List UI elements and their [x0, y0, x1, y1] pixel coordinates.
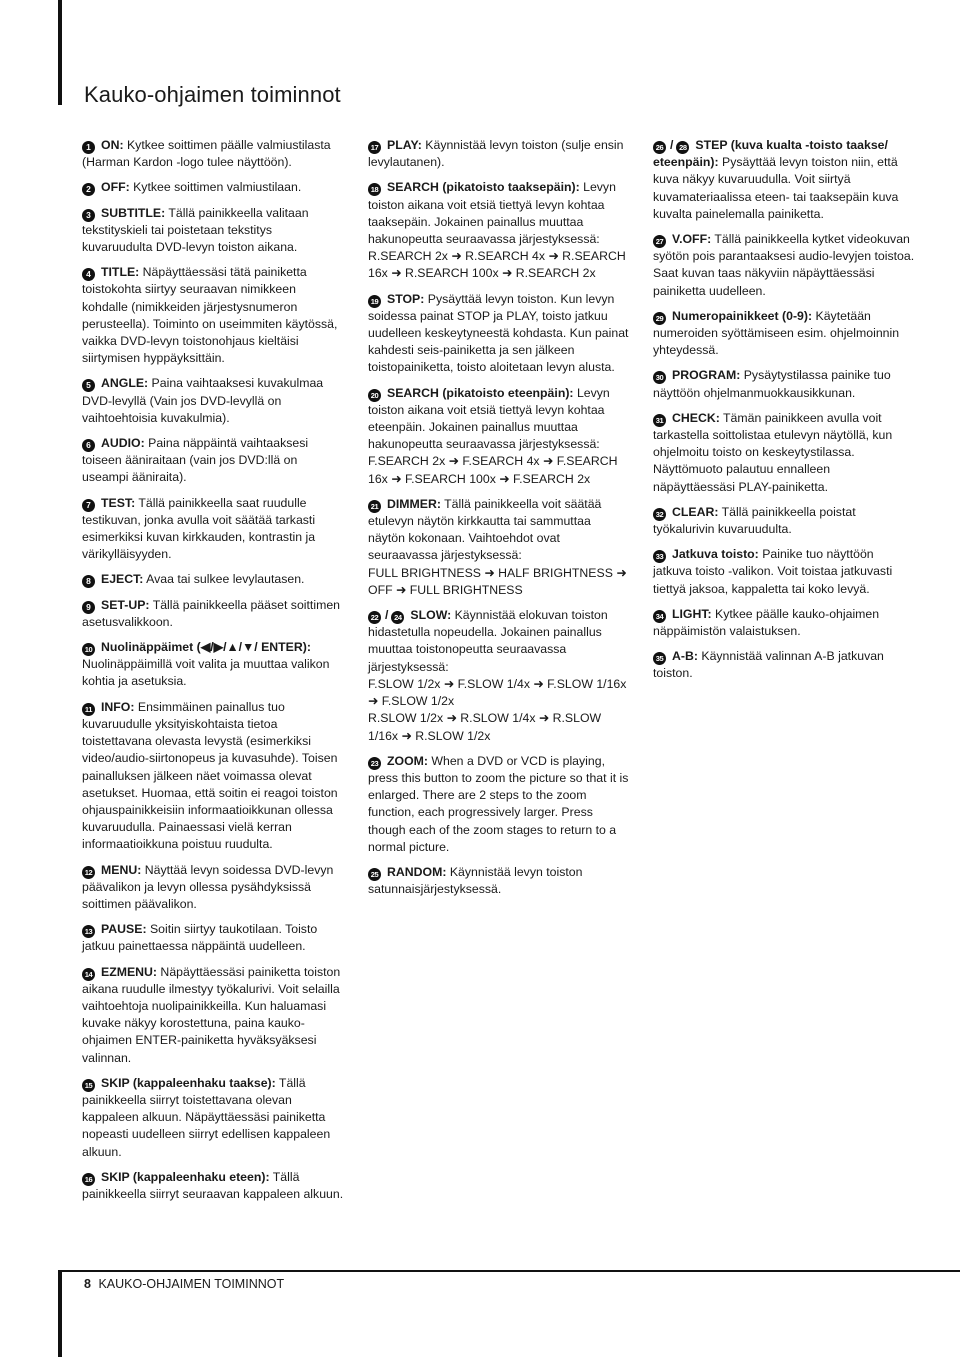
- item-number-badge: 27: [653, 235, 666, 248]
- item-description: Pysäytystilassa painike tuo näyttöön ohjelmanmuokkausikkunan.: [653, 368, 891, 400]
- item-number-badge: 33: [653, 550, 666, 563]
- item-label: SKIP (kappaleenhaku taakse):: [101, 1075, 276, 1090]
- control-entry: [82, 205, 344, 257]
- item-number-badge: 8: [82, 575, 95, 588]
- control-entry: [82, 1075, 344, 1161]
- item-label: Nuolinäppäimet (◀/▶/▲/▼/ ENTER):: [101, 640, 311, 655]
- item-description: Kytkee soittimen valmiustilaan.: [129, 180, 302, 195]
- item-number-badge: 17: [368, 141, 381, 154]
- item-label: SEARCH (pikatoisto eteenpäin):: [387, 385, 574, 400]
- item-number-badge: 29: [653, 312, 666, 325]
- control-entry: [82, 495, 344, 564]
- item-label: AUDIO:: [101, 436, 145, 451]
- item-label: MENU:: [101, 862, 142, 877]
- item-label: OFF:: [101, 180, 130, 195]
- item-number-badge: 16: [82, 1173, 95, 1186]
- item-description: Painike tuo näyttöön jatkuva toisto -valikon. Voit toistaa jatkuvasti tiettyä jaksoa, kappaletta tai koko levyä.: [653, 547, 893, 596]
- item-number-badge: 14: [82, 968, 95, 981]
- control-entry: [653, 137, 915, 223]
- item-number-badge: 26: [653, 141, 666, 154]
- item-number-badge: 11: [82, 703, 95, 716]
- column-2: [368, 137, 630, 906]
- item-label: ON:: [101, 138, 124, 152]
- item-number-badge: 9: [82, 601, 95, 614]
- item-description: Avaa tai sulkee levylautasen.: [143, 572, 305, 587]
- control-entry: [82, 597, 344, 631]
- item-label: SET-UP:: [101, 597, 150, 612]
- item-description: Näyttää levyn soidessa DVD-levyn päävalikon ja levyn ollessa pysähdyksissä soittimen päävalikon.: [82, 862, 334, 911]
- item-number-badge: 7: [82, 499, 95, 512]
- item-number-badge: 4: [82, 268, 95, 281]
- control-entry: [82, 137, 344, 171]
- item-number-badge: 15: [82, 1079, 95, 1092]
- item-description: Tällä painikkeella valitaan tekstityskieli tai poistetaan tekstitys kuvaruudulta DVD-levyn toiston aikana.: [82, 205, 309, 255]
- item-label: SEARCH (pikatoisto taaksepäin):: [387, 180, 580, 195]
- item-description: Tällä painikkeella siirryt toistettavana olevan kappaleen alkuun. Näpäyttäessäsi painiketta nopeasti uudelleen siirryt edellisen kappaleen alkuun.: [82, 1075, 331, 1159]
- control-entry: [653, 504, 915, 538]
- item-description: Tällä painikkeella poistat työkalurivin kuvaruudulta.: [653, 504, 856, 537]
- control-entry: [368, 137, 630, 171]
- item-number-badge: 31: [653, 414, 666, 427]
- item-description: Käynnistää elokuvan toiston hidastetulla nopeudella. Jokainen painallus muuttaa toistonopeutta seuraavassa järjestyksessä: F.SLOW 1/2x ➜ F.SLOW 1/4x ➜ F.SLOW 1/16x ➜ F.SLOW 1/2x R.SLOW 1/2x ➜ R.SLOW 1/4x ➜ R.SLOW 1/16x ➜ R.SLOW 1/2x: [368, 608, 627, 743]
- control-entry: [82, 375, 344, 427]
- top-vertical-rule: [58, 0, 62, 105]
- item-number-badge: 30: [653, 371, 666, 384]
- item-description: Kytkee päälle kauko-ohjaimen näppäimistön valaistuksen.: [653, 606, 880, 639]
- item-label: PAUSE:: [101, 922, 147, 937]
- control-entry: [82, 435, 344, 487]
- item-description: Näpäyttäessäsi painiketta toiston aikana ruudulle ilmestyy työkalurivi. Voit selailla vaihtoehtoja nuolipainikkeilla. Kun haluamasi kuvake näkyy korostettuna, paina kauko-ohjaimen ENTER-painiketta hyväksyäksesi valinnan.: [82, 964, 341, 1065]
- control-entry: [82, 179, 344, 196]
- item-number-badge: 24: [391, 611, 404, 624]
- item-description: Nuolinäppäimillä voit valita ja muuttaa valikon kohtia ja asetuksia.: [82, 657, 330, 689]
- footer-section-title: KAUKO-OHJAIMEN TOIMINNOT: [98, 1277, 285, 1291]
- item-description: Käytetään numeroiden syöttämiseen esim. ohjelmoinnin yhteydessä.: [653, 308, 900, 358]
- control-entry: [368, 864, 630, 898]
- item-description: Levyn toiston aikana voit etsiä tiettyä levyn kohtaa taaksepäin. Jokainen painallus muuttaa hakunopeutta seuraavassa järjestyksessä: R.SEARCH 2x ➜ R.SEARCH 4x ➜ R.SEARCH 16x ➜ R.SEARCH 100x ➜ R.SEARCH 2x: [368, 180, 626, 281]
- item-number-badge: 13: [82, 925, 95, 938]
- bottom-vertical-rule: [58, 1270, 62, 1357]
- item-label: PROGRAM:: [672, 368, 741, 383]
- item-description: Tällä painikkeella pääset soittimen asetusvalikkoon.: [82, 597, 340, 629]
- control-entry: [82, 862, 344, 914]
- item-label: EZMENU:: [101, 964, 158, 979]
- item-number-badge: 6: [82, 439, 95, 452]
- item-number-badge: 28: [676, 141, 689, 154]
- item-label: PLAY:: [387, 138, 422, 152]
- item-label: TEST:: [101, 495, 136, 510]
- item-number-badge: 19: [368, 295, 381, 308]
- item-description: Pysäyttää levyn toiston. Kun levyn soidessa painat STOP ja PLAY, toisto jatkuu uudelleen keskeytyneestä kohdasta. Kun painat kahdesti seis-painiketta ja sen jälkeen toistopainiketta, toisto aloitetaan levyn alusta.: [368, 291, 629, 375]
- item-label: Numeropainikkeet (0-9):: [672, 308, 813, 323]
- control-entry: [368, 607, 630, 745]
- item-label: CHECK:: [672, 410, 720, 425]
- badge-separator: /: [670, 138, 674, 152]
- control-entry: [82, 699, 344, 854]
- item-label: SUBTITLE:: [101, 205, 166, 220]
- item-description: Tällä painikkeella saat ruudulle testikuvan, jonka avulla voit säätää tarkasti esimerkiksi kuvan kirkkauden, kontrastin ja värikylläisyyden.: [82, 495, 316, 562]
- control-entry: [82, 921, 344, 955]
- item-label: V.OFF:: [672, 232, 712, 247]
- item-description: Paina näppäintä vaihtaaksesi toiseen ääniraitaan (vain jos DVD:llä on useampi ääniraita).: [82, 436, 309, 485]
- item-number-badge: 35: [653, 652, 666, 665]
- item-description: Kytkee soittimen päälle valmiustilasta (Harman Kardon -logo tulee näyttöön).: [82, 138, 331, 170]
- control-entry: [653, 648, 915, 682]
- item-description: Tällä painikkeella voit säätää etulevyn näytön kirkkautta tai sammuttaa näytön kokonaan. Vaihtoehdot ovat seuraavassa järjestyksessä: FULL BRIGHTNESS ➜ HALF BRIGHTNESS ➜ OFF ➜ FULL BRIGHTNESS: [368, 496, 627, 597]
- item-label: CLEAR:: [672, 504, 719, 519]
- control-entry: [653, 367, 915, 401]
- column-3: [653, 137, 915, 691]
- control-entry: [653, 606, 915, 640]
- item-label: TITLE:: [101, 265, 140, 280]
- control-entry: [368, 291, 630, 377]
- item-description: Ensimmäinen painallus tuo kuvaruudulle yksityiskohtaista tietoa toistettavana olevasta levystä (esimerkiksi video/audio-siirtonopeus ja kuvasuhde). Toisen painalluksen jälkeen näet voimassa olevat asetukset. Huomaa, että soitin ei reagoi toiston ohjauspainikkeisiin informaatioikkunan ollessa kuvaruudulla. Painaessasi vielä kerran informaatioikkuna poistuu ruudulta.: [82, 699, 338, 852]
- item-description: Paina vaihtaaksesi kuvakulmaa DVD-levyllä (Vain jos DVD-levyllä on vaihtoehtoisia kuvakulmia).: [82, 376, 324, 425]
- item-description: Tällä painikkeella kytket videokuvan syötön pois parantaaksesi audio-levyjen toistoa. Saat kuvan taas näkyviin näpäyttäessäsi painiketta uudelleen.: [653, 232, 915, 298]
- control-entry: [368, 753, 630, 856]
- item-description: Levyn toiston aikana voit etsiä tiettyä levyn kohtaa eteenpäin. Jokainen painallus muuttaa hakunopeutta seuraavassa järjestyksessä: F.SEARCH 2x ➜ F.SEARCH 4x ➜ F.SEARCH 16x ➜ F.SEARCH 100x ➜ F.SEARCH 2x: [368, 385, 618, 486]
- control-entry: [82, 964, 344, 1067]
- item-label: RANDOM:: [387, 864, 447, 879]
- item-description: Tämän painikkeen avulla voit tarkastella soittolistaa etulevyn näytöllä, kun ohjelmoitu toisto on keskeytystilassa. Näyttömuoto palautuu ennalleen näpäyttäessäsi PLAY-painiketta.: [653, 410, 893, 494]
- badge-separator: /: [385, 608, 389, 623]
- item-description: Soitin siirtyy taukotilaan. Toisto jatkuu painettaessa näppäintä uudelleen.: [82, 922, 318, 954]
- item-number-badge: 10: [82, 643, 95, 656]
- item-number-badge: 1: [82, 141, 95, 154]
- control-entry: [653, 308, 915, 360]
- item-label: STOP:: [387, 291, 425, 306]
- control-entry: [368, 496, 630, 599]
- item-label: A-B:: [672, 649, 698, 664]
- control-entry: [368, 385, 630, 488]
- item-number-badge: 34: [653, 610, 666, 623]
- item-label: DIMMER:: [387, 496, 441, 511]
- item-label: SLOW:: [410, 608, 452, 623]
- control-entry: [653, 546, 915, 598]
- control-entry: [82, 1169, 344, 1203]
- item-number-badge: 18: [368, 183, 381, 196]
- item-number-badge: 21: [368, 500, 381, 513]
- item-number-badge: 23: [368, 757, 381, 770]
- item-label: SKIP (kappaleenhaku eteen):: [101, 1169, 270, 1184]
- item-label: STEP (kuva kualta -toisto taakse/ eteenpäin):: [653, 138, 888, 170]
- control-entry: [653, 410, 915, 496]
- item-number-badge: 5: [82, 379, 95, 392]
- control-entry: [82, 639, 344, 691]
- item-description: Käynnistää valinnan A-B jatkuvan toiston.: [653, 649, 884, 681]
- control-entry: [653, 231, 915, 300]
- item-number-badge: 32: [653, 508, 666, 521]
- column-1: [82, 137, 344, 1211]
- item-label: EJECT:: [101, 572, 144, 587]
- item-description: Käynnistää levyn toiston (sulje ensin levylautanen).: [368, 138, 624, 170]
- page-title: Kauko-ohjaimen toiminnot: [84, 82, 341, 107]
- item-number-badge: 2: [82, 183, 95, 196]
- item-label: Jatkuva toisto:: [672, 547, 759, 562]
- item-description: Käynnistää levyn toiston satunnaisjärjestyksessä.: [368, 864, 583, 897]
- item-description: Tällä painikkeella siirryt seuraavan kappaleen alkuun.: [82, 1169, 344, 1201]
- item-number-badge: 22: [368, 611, 381, 624]
- item-number-badge: 20: [368, 389, 381, 402]
- page-number: 8: [84, 1277, 91, 1291]
- item-label: ANGLE:: [101, 376, 149, 391]
- item-description: When a DVD or VCD is playing, press this button to zoom the picture so that it is enlarged. There are 2 steps to the zoom function, each progressively larger. Press though each of the zoom stages to return to a normal picture.: [368, 753, 629, 854]
- item-number-badge: 12: [82, 866, 95, 879]
- footer-rule: [58, 1270, 960, 1272]
- item-label: ZOOM:: [387, 753, 428, 768]
- item-number-badge: 25: [368, 868, 381, 881]
- item-number-badge: 3: [82, 209, 95, 222]
- page-footer: [84, 1277, 284, 1291]
- control-entry: [82, 571, 344, 588]
- control-entry: [368, 179, 630, 282]
- control-entry: [82, 264, 344, 367]
- item-description: Pysäyttää levyn toiston niin, että kuva näkyy kuvaruudulla. Voit siirtyä kuvamateriaalissa eteen- tai taaksepäin kuva kuvalta painelemalla painiketta.: [653, 155, 899, 221]
- item-description: Näpäyttäessäsi tätä painiketta toistokohta siirtyy seuraavan nimikkeen kohdalle (nimikkeiden järjestysnumeron perusteella). Toiminto on useimmiten käytössä, vaikka DVD-levyn toistonohjaus kieltäisi siirtymisen hyppäyksittäin.: [82, 265, 338, 366]
- item-label: INFO:: [101, 699, 135, 714]
- item-label: LIGHT:: [672, 606, 712, 621]
